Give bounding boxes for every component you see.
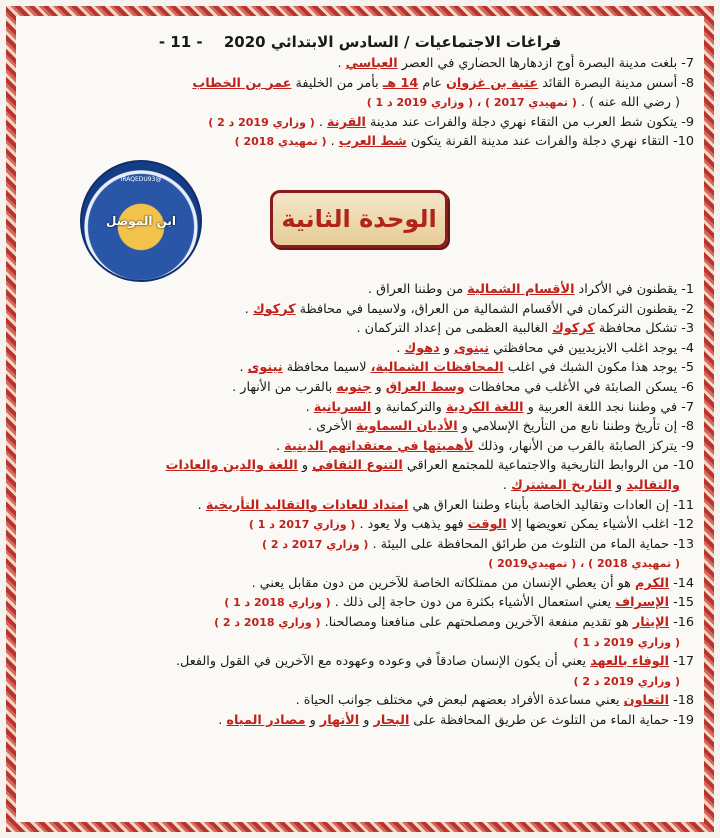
line-item: 9- يتكون شط العرب من التقاء نهري دجلة والفرات عند مدينة القرنة . ( وزاري 2019 د 2 ) <box>208 114 694 130</box>
line-item: 8- أسس مدينة البصرة القائد عتبة بن غزوان عام 14 هـ بأمر من الخليفة عمر بن الخطاب <box>192 75 694 91</box>
line-item: 19- حماية الماء من التلوث عن طريق المحافظة على البحار و الأنهار و مصادر المياه . <box>218 713 694 729</box>
line-item: 5- يوجد هذا مكون الشبك في اغلب المحافظات الشمالية، لاسيما محافظة نينوى . <box>239 360 694 376</box>
line-item <box>22 672 698 692</box>
line-item: 1- يقطنون في الأكراد الأقسام الشمالية من وطننا العراق . <box>368 281 694 297</box>
line-item: 13- حماية الماء من التلوث من طرائق المحافظة على البيئة . ( وزاري 2017 د 2 ) <box>261 536 694 552</box>
exam-source: ( وزاري 2017 د 1 ) <box>248 518 356 532</box>
line-item: 12- اغلب الأشياء يمكن تعويضها إلا الوقت فهو يذهب ولا يعود . ( وزاري 2017 د 1 ) <box>248 517 694 533</box>
page-header <box>22 30 698 54</box>
header-title: فراغات الاجتماعيات / السادس الابتدائي <box>270 33 562 51</box>
line-item: 10- التقاء نهري دجلة والفرات عند مدينة القرنة يتكون شط العرب . ( تمهيدي 2018 ) <box>234 134 694 150</box>
unit-title-box <box>270 190 448 248</box>
line-item: 7- بلغت مدينة البصرة أوج ازدهارها الحضاري في العصر العباسي . <box>337 56 694 71</box>
exam-source: ( وزاري 2018 د 2 ) <box>214 616 321 630</box>
unit-two-list <box>22 280 698 731</box>
line-item: 7- في وطننا نجد اللغة العربية و اللغة الكردية والتركمانية و السريانية . <box>305 399 694 415</box>
line-item: 4- يوجد اغلب الايزيديين في محافظتي نينوى و دهوك . <box>396 340 694 356</box>
top-section <box>22 54 698 152</box>
line-item: 6- يسكن الصابئة في الأغلب في محافظات وسط العراق و جنوبه بالقرب من الأنهار . <box>232 379 694 395</box>
line-item: والتقاليد و التاريخ المشترك . <box>502 477 680 493</box>
line-item: 9- يتركز الصابئة بالقرب من الأنهار، وذلك لأهميتها في معتقداتهم الدينية . <box>275 438 694 454</box>
line-item: 8- إن تأريخ وطننا نابع من التأريخ الإسلامي و الأديان السماوية الأخرى . <box>307 419 694 435</box>
logo-tag: @IRAQEDU93 <box>120 175 162 183</box>
channel-logo-icon <box>80 160 202 282</box>
line-item: 18- التعاون يعني مساعدة الأفراد بعضهم لبعض في مختلف جوانب الحياة . <box>295 693 694 709</box>
line-item <box>22 554 698 574</box>
page-number: - 11 - <box>158 33 203 51</box>
exam-source: ( وزاري 2017 د 2 ) <box>261 537 369 551</box>
line-item: 11- إن العادات وتقاليد الخاصة بأبناء وطننا العراق هي امتداد للعادات والتقاليد التأريخية . <box>197 497 694 513</box>
logo-name: ابن الموصل <box>105 213 177 228</box>
line-item: 17- الوفاء بالعهد يعني أن يكون الإنسان صادقاً في وعوده وعهوده مع الآخرين في القول والفعل. <box>175 654 694 670</box>
exam-source: ( تمهيدي 2018 ) ، ( تمهيدي2019 ) <box>488 557 680 571</box>
line-item: 3- تشكل محافظة كركوك الغالبية العظمى من إعداد التركمان . <box>356 321 694 337</box>
line-item: 10- من الروابط التاريخية والاجتماعية للمجتمع العراقي التنوع الثقافي و اللغة والدين والعادات <box>165 458 694 474</box>
header-year: 2020 <box>223 33 266 51</box>
line-item <box>22 633 698 653</box>
unit-heading-area <box>22 152 698 280</box>
unit-title: الوحدة الثانية <box>281 204 437 233</box>
exam-source: ( وزاري 2018 د 1 ) <box>224 596 331 610</box>
exam-source: ( تمهيدي 2018 ) <box>234 135 327 149</box>
exam-source: ( تمهيدي 2017 ) ، ( وزاري 2019 د 1 ) <box>366 96 577 110</box>
line-item: ( رضي الله عنه ) . ( تمهيدي 2017 ) ، ( وزاري 2019 د 1 ) <box>366 95 680 111</box>
line-item: 14- الكرم هو أن يعطي الإنسان من ممتلكاته الخاصة للآخرين من دون مقابل يعني . <box>251 575 694 591</box>
line-item: 16- الإيثار هو تقديم منفعة الآخرين ومصلحتهم على منافعنا ومصالحنا. ( وزاري 2018 د 2 ) <box>214 615 694 631</box>
line-item: 15- الإسراف يعني استعمال الأشياء بكثرة من دون حاجة إلى ذلك . ( وزاري 2018 د 1 ) <box>224 595 694 611</box>
exam-source: ( وزاري 2019 د 2 ) <box>208 115 315 129</box>
exam-source: ( وزاري 2019 د 2 ) <box>573 674 680 688</box>
document-page <box>22 22 698 814</box>
exam-source: ( وزاري 2019 د 1 ) <box>573 635 680 649</box>
line-item: 2- يقطنون التركمان في الأقسام الشمالية من العراق، ولاسيما في محافظة كركوك . <box>244 301 694 317</box>
